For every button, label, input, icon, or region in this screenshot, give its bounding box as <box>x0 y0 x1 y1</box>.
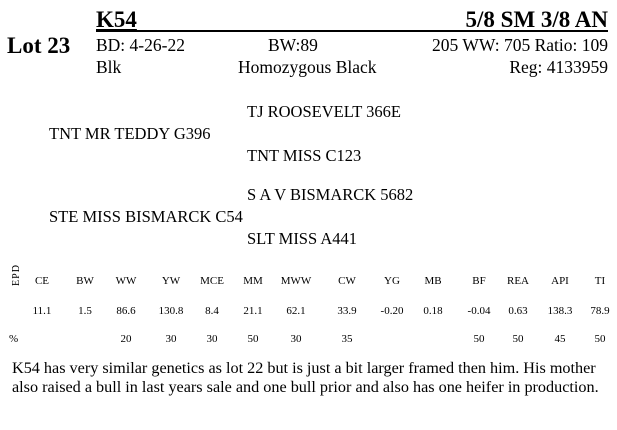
epd-value-bf: -0.04 <box>467 305 491 317</box>
epd-value-mb: 0.18 <box>423 305 443 317</box>
epd-percentile-mce: 30 <box>206 333 218 345</box>
epd-header-mm: MM <box>243 275 263 287</box>
pedigree-dam: STE MISS BISMARCK C54 <box>49 207 243 226</box>
epd-header-yw: YW <box>161 275 181 287</box>
pedigree-dam-sire: S A V BISMARCK 5682 <box>247 185 414 204</box>
description: K54 has very similar genetics as lot 22 but is just a bit larger framed then him. His mother also raised a bull in last years sale and one bull prior and also has one heifer in production. <box>12 359 599 396</box>
epd-percentile-api: 45 <box>554 333 566 345</box>
pedigree-sire: TNT MR TEDDY G396 <box>49 124 211 143</box>
epd-value-mm: 21.1 <box>243 305 263 317</box>
birth-weight: BW:89 <box>268 35 318 55</box>
epd-percentile-mm: 50 <box>247 333 259 345</box>
epd-percentile-rea: 50 <box>512 333 524 345</box>
percentile-row-label: % <box>9 333 19 345</box>
epd-value-yw: 130.8 <box>158 305 184 317</box>
epd-header-bf: BF <box>472 275 486 287</box>
weaning-weight: 205 WW: 705 Ratio: 109 <box>432 35 608 55</box>
epd-header-cw: CW <box>338 275 356 287</box>
epd-header-mb: MB <box>424 275 442 287</box>
epd-percentile-yw: 30 <box>165 333 177 345</box>
registration-number: Reg: 4133959 <box>509 57 608 77</box>
animal-tag: K54 <box>96 7 137 32</box>
epd-percentile-ti: 50 <box>594 333 606 345</box>
breed-composition: 5/8 SM 3/8 AN <box>465 7 608 32</box>
epd-value-ti: 78.9 <box>590 305 610 317</box>
epd-header-rea: REA <box>507 275 529 287</box>
epd-value-mww: 62.1 <box>286 305 306 317</box>
epd-percentile-bf: 50 <box>473 333 485 345</box>
pedigree-dam-dam: SLT MISS A441 <box>247 229 358 248</box>
epd-percentile-ww: 20 <box>120 333 132 345</box>
epd-percentile-mww: 30 <box>290 333 302 345</box>
epd-header-mww: MWW <box>280 275 312 287</box>
epd-value-bw: 1.5 <box>78 305 92 317</box>
epd-header-ww: WW <box>115 275 137 287</box>
epd-value-ce: 11.1 <box>32 305 52 317</box>
epd-value-cw: 33.9 <box>337 305 357 317</box>
homozygous-status: Homozygous Black <box>238 57 377 77</box>
epd-value-rea: 0.63 <box>508 305 528 317</box>
epd-header-bw: BW <box>76 275 94 287</box>
epd-value-mce: 8.4 <box>205 305 219 317</box>
pedigree-sire-dam: TNT MISS C123 <box>247 146 362 165</box>
color: Blk <box>96 57 122 77</box>
header-rule <box>96 30 608 32</box>
lot-number: Lot 23 <box>7 33 71 58</box>
epd-value-api: 138.3 <box>547 305 573 317</box>
epd-header-mce: MCE <box>200 275 224 287</box>
epd-header-api: API <box>551 275 569 287</box>
epd-value-yg: -0.20 <box>380 305 404 317</box>
epd-percentile-cw: 35 <box>341 333 353 345</box>
epd-header-ti: TI <box>594 275 606 287</box>
pedigree-sire-sire: TJ ROOSEVELT 366E <box>247 102 402 121</box>
epd-value-ww: 86.6 <box>116 305 136 317</box>
epd-header-yg: YG <box>384 275 400 287</box>
epd-row-label: EPD <box>11 264 22 286</box>
birth-date: BD: 4-26-22 <box>96 35 185 55</box>
epd-header-ce: CE <box>34 275 50 287</box>
